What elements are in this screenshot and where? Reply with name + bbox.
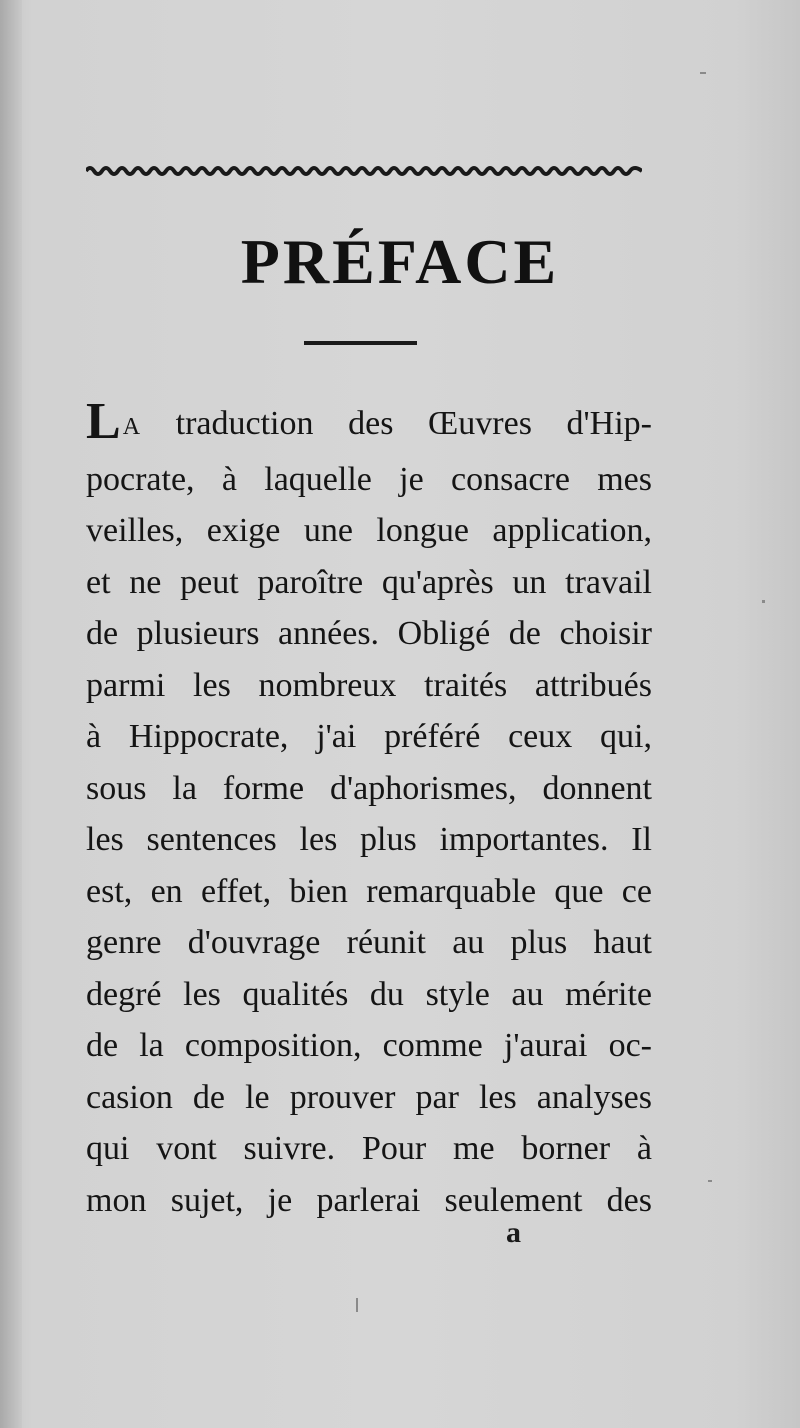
paper-speck — [708, 1180, 712, 1182]
text-line: casion de le prouver par les analyses — [86, 1078, 652, 1116]
page-title: PRÉFACE — [240, 226, 560, 297]
text-line: qui vont suivre. Pour me borner à — [86, 1130, 652, 1167]
text-line: mon sujet, je parlerai seulement des — [86, 1181, 652, 1219]
text-line-content: traduction des Œuvres d'Hip- — [141, 405, 652, 442]
text-line: de la composition, comme j'aurai oc- — [86, 1027, 652, 1064]
paper-speck — [356, 1298, 358, 1312]
scan-edge — [0, 0, 22, 1428]
text-line: genre d'ouvrage réunit au plus haut — [86, 924, 652, 961]
text-line: de plusieurs années. Obligé de choisir — [86, 615, 652, 652]
ornamental-rule — [86, 163, 642, 179]
signature-mark: a — [506, 1216, 521, 1249]
text-line: sous la forme d'aphorismes, donnent — [86, 769, 652, 807]
text-line: est, en effet, bien remarquable que ce — [86, 872, 652, 910]
text-line — [86, 393, 652, 454]
small-caps: A — [122, 414, 142, 440]
text-line: degré les qualités du style au mérite — [86, 975, 652, 1013]
paper-speck — [700, 72, 706, 74]
title-rule — [304, 341, 417, 345]
text-line: parmi les nombreux traités attribués — [86, 666, 652, 704]
text-line: à Hippocrate, j'ai préféré ceux qui, — [86, 718, 652, 755]
text-line: pocrate, à laquelle je consacre mes — [86, 460, 652, 498]
text-line: les sentences les plus importantes. Il — [86, 821, 652, 858]
text-line: veilles, exige une longue application, — [86, 512, 652, 549]
paper-speck — [762, 600, 765, 603]
drop-cap: L — [86, 393, 121, 450]
text-line: et ne peut paroître qu'après un travail — [86, 563, 652, 601]
body-paragraph — [86, 393, 652, 1226]
